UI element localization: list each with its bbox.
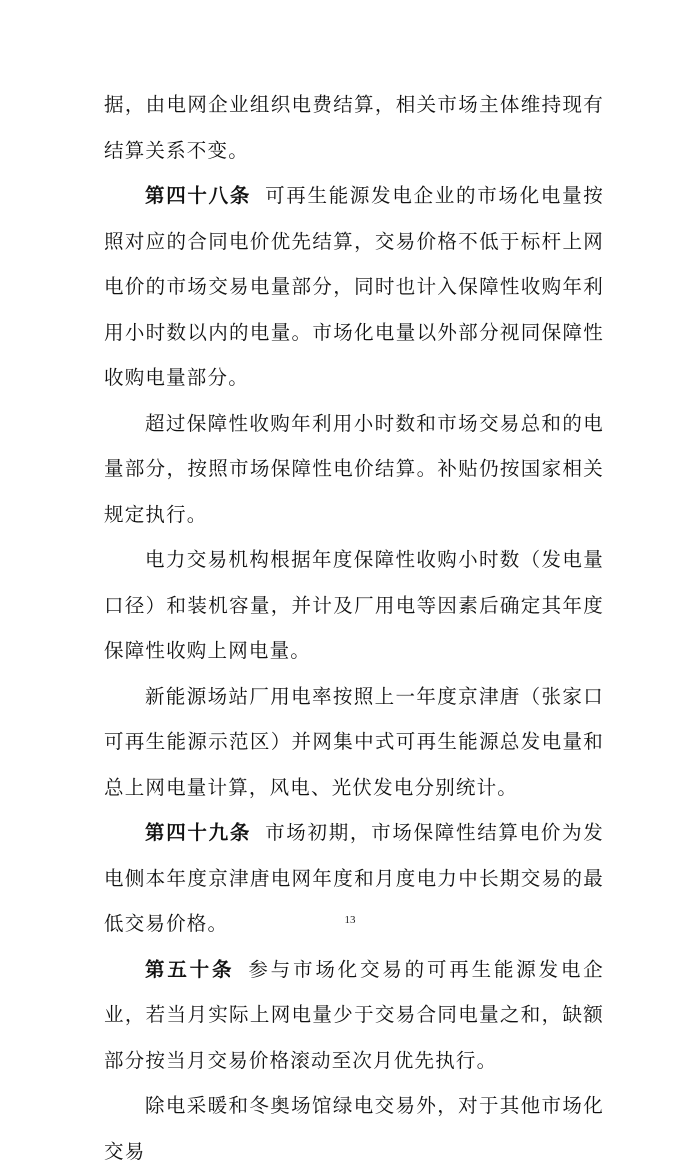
article-48-paragraph xyxy=(104,173,604,401)
trailing-paragraph xyxy=(104,1083,604,1174)
paragraph-text: 可再生能源发电企业的市场化电量按照对应的合同电价优先结算，交易价格不低于标杆上网电价的市场交易电量部分，同时也计入保障性收购年利用小时数以内的电量。市场化电量以外部分视同保障性收购电量部分。 xyxy=(104,184,604,389)
settlement-paragraph xyxy=(104,401,604,538)
article-heading: 第五十条 xyxy=(145,957,235,981)
article-49-paragraph xyxy=(104,810,604,947)
paragraph-text: 参与市场化交易的可再生能源发电企业，若当月实际上网电量少于交易合同电量之和，缺额部分按当月交易价格滚动至次月优先执行。 xyxy=(104,957,604,1072)
paragraph-text: 市场初期，市场保障性结算电价为发电侧本年度京津唐电网年度和月度电力中长期交易的最低交易价格。 xyxy=(104,821,604,935)
paragraph-text: 除电采暖和冬奥场馆绿电交易外，对于其他市场化交易 xyxy=(104,1094,604,1163)
article-50-paragraph xyxy=(104,947,604,1084)
paragraph-text: 超过保障性收购年利用小时数和市场交易总和的电量部分，按照市场保障性电价结算。补贴仍按国家相关规定执行。 xyxy=(104,411,604,526)
station-usage-paragraph xyxy=(104,674,604,811)
paragraph-text: 电力交易机构根据年度保障性收购小时数（发电量口径）和装机容量，并计及厂用电等因素后确定其年度保障性收购上网电量。 xyxy=(104,548,604,662)
article-heading: 第四十八条 xyxy=(145,184,252,207)
paragraph-text: 新能源场站厂用电率按照上一年度京津唐（张家口可再生能源示范区）并网集中式可再生能源总发电量和总上网电量计算，风电、光伏发电分别统计。 xyxy=(104,684,604,799)
page-number: 13 xyxy=(344,914,356,926)
article-heading: 第四十九条 xyxy=(145,821,252,844)
paragraph-text: 据，由电网企业组织电费结算，相关市场主体维持现有结算关系不变。 xyxy=(104,93,604,162)
document-body xyxy=(104,82,604,1174)
trading-institution-paragraph xyxy=(104,537,604,674)
paragraph-continuation xyxy=(104,82,604,173)
